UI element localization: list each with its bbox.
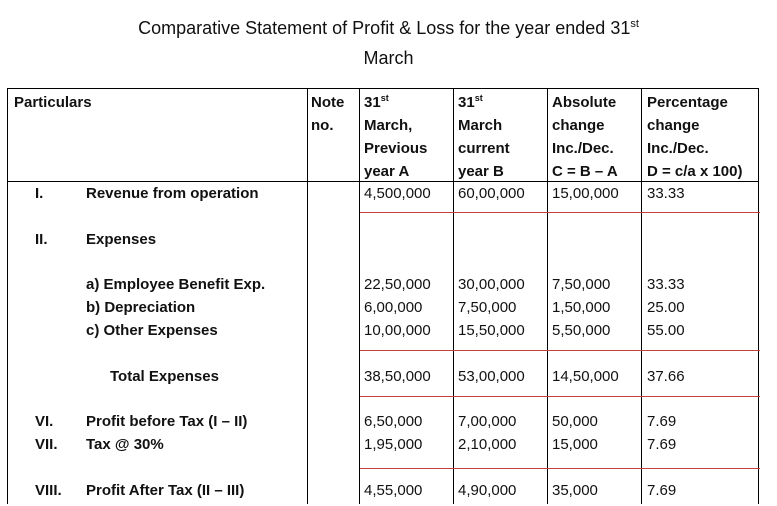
separator-line [360, 396, 760, 397]
header-curr-year: year B [458, 163, 504, 180]
statement-title: Comparative Statement of Profit & Loss for the year ended 31st [138, 18, 639, 38]
row-label-expenses: Expenses [86, 231, 157, 248]
header-curr-label: current [458, 140, 510, 157]
row-label-revenue: Revenue from operation [86, 185, 259, 202]
header-absolute-formula: C = B – A [552, 163, 618, 180]
value-abs-other-expenses: 5,50,000 [552, 322, 611, 339]
separator-line [360, 212, 760, 213]
col-divider-curr [453, 88, 454, 504]
value-curr-profit-before-tax: 7,00,000 [458, 413, 517, 430]
header-absolute: Absolute [552, 94, 617, 111]
value-abs-employee-benefit: 7,50,000 [552, 276, 611, 293]
col-divider-prev [359, 88, 360, 504]
value-prev-other-expenses: 10,00,000 [364, 322, 431, 339]
value-pct-depreciation: 25.00 [647, 299, 685, 316]
value-curr-tax: 2,10,000 [458, 436, 517, 453]
col-divider-pct [641, 88, 642, 504]
value-prev-tax: 1,95,000 [364, 436, 423, 453]
value-abs-profit-before-tax: 50,000 [552, 413, 598, 430]
value-abs-revenue: 15,00,000 [552, 185, 619, 202]
value-curr-depreciation: 7,50,000 [458, 299, 517, 316]
row-label-other-expenses: c) Other Expenses [86, 322, 218, 339]
header-prev-label: Previous [364, 140, 428, 157]
value-prev-employee-benefit: 22,50,000 [364, 276, 431, 293]
value-pct-tax: 7.69 [647, 436, 677, 453]
statement-title-line2: March [363, 48, 414, 68]
header-prev-month: March, [364, 117, 413, 134]
row-label-employee-benefit: a) Employee Benefit Exp. [86, 276, 266, 293]
header-note-no: no. [311, 117, 334, 134]
value-abs-profit-after-tax: 35,000 [552, 482, 598, 499]
value-prev-depreciation: 6,00,000 [364, 299, 423, 316]
value-pct-profit-before-tax: 7.69 [647, 413, 677, 430]
header-curr-month: March [458, 117, 503, 134]
value-pct-total-expenses: 37.66 [647, 368, 685, 385]
header-percentage-formula: D = c/a x 100) [647, 163, 743, 180]
value-pct-revenue: 33.33 [647, 185, 685, 202]
row-label-total-expenses: Total Expenses [110, 368, 219, 385]
value-curr-profit-after-tax: 4,90,000 [458, 482, 517, 499]
row-label-tax: Tax @ 30% [86, 436, 164, 453]
header-percentage-change: change [647, 117, 700, 134]
value-prev-revenue: 4,500,000 [364, 185, 431, 202]
row-label-depreciation: b) Depreciation [86, 299, 196, 316]
header-percentage: Percentage [647, 94, 728, 111]
row-number: VI. [35, 413, 54, 430]
value-abs-tax: 15,000 [552, 436, 598, 453]
value-pct-profit-after-tax: 7.69 [647, 482, 677, 499]
col-divider-note [307, 88, 308, 504]
value-prev-profit-before-tax: 6,50,000 [364, 413, 423, 430]
value-curr-total-expenses: 53,00,000 [458, 368, 525, 385]
value-curr-other-expenses: 15,50,000 [458, 322, 525, 339]
value-prev-profit-after-tax: 4,55,000 [364, 482, 423, 499]
header-prev-date: 31st [364, 93, 389, 111]
header-prev-year: year A [364, 163, 410, 180]
separator-line [360, 350, 760, 351]
row-number: I. [35, 185, 44, 202]
row-number: VII. [35, 436, 58, 453]
value-curr-revenue: 60,00,000 [458, 185, 525, 202]
row-label-profit-before-tax: Profit before Tax (I – II) [86, 413, 248, 430]
value-pct-employee-benefit: 33.33 [647, 276, 685, 293]
header-particulars: Particulars [14, 94, 92, 111]
header-absolute-incdec: Inc./Dec. [552, 140, 614, 157]
value-abs-total-expenses: 14,50,000 [552, 368, 619, 385]
header-curr-date: 31st [458, 93, 483, 111]
row-number: VIII. [35, 482, 62, 499]
row-label-profit-after-tax: Profit After Tax (II – III) [86, 482, 245, 499]
value-pct-other-expenses: 55.00 [647, 322, 685, 339]
header-note: Note [311, 94, 345, 111]
value-abs-depreciation: 1,50,000 [552, 299, 611, 316]
value-prev-total-expenses: 38,50,000 [364, 368, 431, 385]
separator-line [360, 468, 760, 469]
col-divider-abs [547, 88, 548, 504]
header-percentage-incdec: Inc./Dec. [647, 140, 709, 157]
row-number: II. [35, 231, 48, 248]
value-curr-employee-benefit: 30,00,000 [458, 276, 525, 293]
header-absolute-change: change [552, 117, 605, 134]
